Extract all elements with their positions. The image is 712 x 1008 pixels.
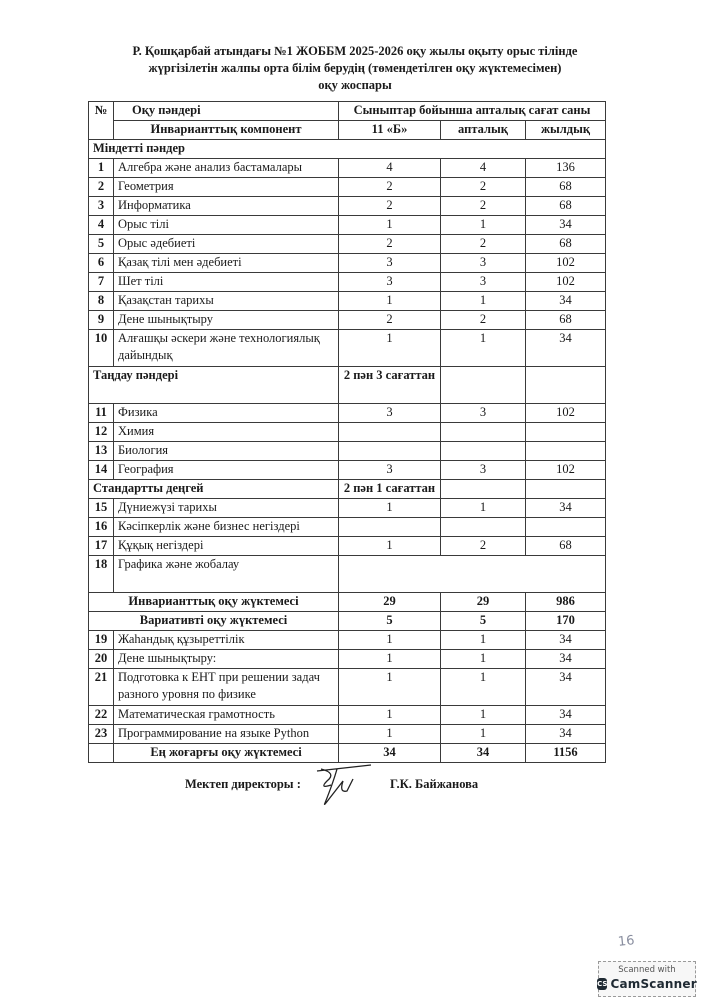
title-line-1: Р. Қошқарбай атындағы №1 ЖОББМ 2025-2026 оқу жылы оқыту орыс тілінде xyxy=(132,44,578,58)
row-yearly: 68 xyxy=(526,178,606,197)
row-class: 3 xyxy=(339,404,441,423)
table-row xyxy=(89,254,606,273)
max-total-label: Ең жоғарғы оқу жүктемесі xyxy=(114,744,339,763)
table-row xyxy=(89,330,606,367)
row-subject: Қазақ тілі мен әдебиеті xyxy=(114,254,339,273)
table-row xyxy=(89,650,606,669)
row-subject: Графика және жобалау xyxy=(114,556,339,593)
row-num: 6 xyxy=(89,254,114,273)
row-yearly: 34 xyxy=(526,725,606,744)
row-weekly: 1 xyxy=(441,292,526,311)
table-row xyxy=(89,159,606,178)
watermark-top-text: Scanned with xyxy=(618,965,676,975)
section-mandatory xyxy=(89,140,606,159)
empty-cell xyxy=(526,367,606,404)
row-weekly: 3 xyxy=(441,273,526,292)
row-class: 1 xyxy=(339,725,441,744)
row-class xyxy=(339,518,441,537)
table-row xyxy=(89,178,606,197)
max-total-yearly: 1156 xyxy=(526,744,606,763)
section-standard-note: 2 пән 1 сағаттан xyxy=(339,480,441,499)
row-subject: Информатика xyxy=(114,197,339,216)
table-row xyxy=(89,499,606,518)
row-weekly: 2 xyxy=(441,197,526,216)
section-mandatory-label: Міндетті пәндер xyxy=(89,140,606,159)
row-weekly: 1 xyxy=(441,669,526,706)
row-num: 9 xyxy=(89,311,114,330)
invariant-total-label: Инварианттық оқу жүктемесі xyxy=(89,593,339,612)
table-row xyxy=(89,292,606,311)
table-row xyxy=(89,631,606,650)
row-num: 22 xyxy=(89,706,114,725)
row-yearly: 102 xyxy=(526,254,606,273)
row-class: 2 xyxy=(339,311,441,330)
title-line-3: оқу жоспары xyxy=(318,78,392,92)
row-num: 23 xyxy=(89,725,114,744)
variative-total-label: Вариативті оқу жүктемесі xyxy=(89,612,339,631)
row-yearly xyxy=(526,423,606,442)
row-num: 14 xyxy=(89,461,114,480)
variative-total-row xyxy=(89,612,606,631)
row-class: 1 xyxy=(339,292,441,311)
row-weekly: 3 xyxy=(441,461,526,480)
row-num: 15 xyxy=(89,499,114,518)
empty-cell xyxy=(441,367,526,404)
table-row xyxy=(89,273,606,292)
table-row xyxy=(89,197,606,216)
empty-cell xyxy=(89,744,114,763)
row-weekly: 1 xyxy=(441,706,526,725)
row-class: 2 xyxy=(339,197,441,216)
row-subject: Кәсіпкерлік және бизнес негіздері xyxy=(114,518,339,537)
row-yearly: 34 xyxy=(526,292,606,311)
row-subject: Орыс әдебиеті xyxy=(114,235,339,254)
row-class: 1 xyxy=(339,631,441,650)
row-num: 18 xyxy=(89,556,114,593)
row-num: 20 xyxy=(89,650,114,669)
row-num: 19 xyxy=(89,631,114,650)
max-total-class: 34 xyxy=(339,744,441,763)
table-row xyxy=(89,311,606,330)
row-class xyxy=(339,423,441,442)
signature-icon xyxy=(313,763,373,807)
section-elective xyxy=(89,367,606,404)
header-class: 11 «Б» xyxy=(339,121,441,140)
row-subject: Қазақстан тарихы xyxy=(114,292,339,311)
table-row xyxy=(89,442,606,461)
row-subject: Подготовка к ЕНТ при решении задач разного уровня по физике xyxy=(114,669,339,706)
row-subject: Алғашқы әскери және технологиялық дайындық xyxy=(114,330,339,367)
row-class: 1 xyxy=(339,706,441,725)
invariant-total-yearly: 986 xyxy=(526,593,606,612)
empty-cell xyxy=(526,480,606,499)
row-yearly: 34 xyxy=(526,669,606,706)
section-elective-label: Таңдау пәндері xyxy=(89,367,339,404)
table-row xyxy=(89,461,606,480)
row-weekly: 1 xyxy=(441,216,526,235)
row-subject: Алгебра және анализ бастамалары xyxy=(114,159,339,178)
row-subject: Құқық негіздері xyxy=(114,537,339,556)
page-number-mark: 16 xyxy=(617,933,636,950)
variative-total-class: 5 xyxy=(339,612,441,631)
variative-total-yearly: 170 xyxy=(526,612,606,631)
row-num: 5 xyxy=(89,235,114,254)
document-title xyxy=(80,43,630,94)
max-total-weekly: 34 xyxy=(441,744,526,763)
row-num: 10 xyxy=(89,330,114,367)
row-yearly: 68 xyxy=(526,311,606,330)
table-row xyxy=(89,556,606,593)
header-row-2 xyxy=(89,121,606,140)
row-num: 4 xyxy=(89,216,114,235)
row-weekly: 4 xyxy=(441,159,526,178)
row-weekly: 2 xyxy=(441,537,526,556)
row-yearly: 34 xyxy=(526,650,606,669)
row-class: 1 xyxy=(339,330,441,367)
row-subject: Дүниежүзі тарихы xyxy=(114,499,339,518)
row-subject: Физика xyxy=(114,404,339,423)
section-elective-note: 2 пән 3 сағаттан xyxy=(339,367,441,404)
row-num: 21 xyxy=(89,669,114,706)
director-name: Г.К. Байжанова xyxy=(390,777,479,791)
row-class: 4 xyxy=(339,159,441,178)
row-class: 3 xyxy=(339,254,441,273)
row-class: 1 xyxy=(339,499,441,518)
director-label: Мектеп директоры : xyxy=(185,777,301,791)
row-yearly: 34 xyxy=(526,330,606,367)
row-class: 1 xyxy=(339,216,441,235)
row-subject: Дене шынықтыру: xyxy=(114,650,339,669)
row-weekly: 2 xyxy=(441,311,526,330)
row-subject: Математическая грамотность xyxy=(114,706,339,725)
row-class: 3 xyxy=(339,273,441,292)
table-row xyxy=(89,423,606,442)
row-yearly: 34 xyxy=(526,216,606,235)
header-subjects: Оқу пәндері xyxy=(114,102,339,121)
row-num: 17 xyxy=(89,537,114,556)
row-yearly: 34 xyxy=(526,631,606,650)
table-row xyxy=(89,537,606,556)
row-subject: Программирование на языке Python xyxy=(114,725,339,744)
row-weekly: 3 xyxy=(441,254,526,273)
table-row xyxy=(89,706,606,725)
row-num: 16 xyxy=(89,518,114,537)
row-num: 3 xyxy=(89,197,114,216)
row-subject: Жаһандық құзыреттілік xyxy=(114,631,339,650)
row-weekly: 2 xyxy=(441,178,526,197)
header-hours-group: Сыныптар бойынша апталық сағат саны xyxy=(339,102,606,121)
row-weekly: 1 xyxy=(441,499,526,518)
row-weekly xyxy=(441,442,526,461)
row-weekly xyxy=(441,518,526,537)
row-weekly: 1 xyxy=(441,631,526,650)
invariant-total-class: 29 xyxy=(339,593,441,612)
header-row-1 xyxy=(89,102,606,121)
row-num: 2 xyxy=(89,178,114,197)
section-standard xyxy=(89,480,606,499)
row-subject: Биология xyxy=(114,442,339,461)
row-num: 13 xyxy=(89,442,114,461)
row-class: 2 xyxy=(339,178,441,197)
table-row xyxy=(89,216,606,235)
row-class: 1 xyxy=(339,537,441,556)
row-class: 1 xyxy=(339,650,441,669)
row-num: 1 xyxy=(89,159,114,178)
camscanner-watermark xyxy=(598,961,696,997)
table-row xyxy=(89,518,606,537)
header-component: Инварианттық компонент xyxy=(114,121,339,140)
curriculum-table xyxy=(88,101,606,763)
row-subject: География xyxy=(114,461,339,480)
row-yearly: 34 xyxy=(526,499,606,518)
row-yearly: 34 xyxy=(526,706,606,725)
row-weekly xyxy=(441,423,526,442)
row-class: 1 xyxy=(339,669,441,706)
row-yearly xyxy=(526,442,606,461)
row-subject: Геометрия xyxy=(114,178,339,197)
row-weekly: 2 xyxy=(441,235,526,254)
row-weekly: 3 xyxy=(441,404,526,423)
row-subject: Химия xyxy=(114,423,339,442)
empty-cell xyxy=(441,480,526,499)
row-weekly: 1 xyxy=(441,725,526,744)
row-class: 2 xyxy=(339,235,441,254)
invariant-total-row xyxy=(89,593,606,612)
row-weekly: 1 xyxy=(441,330,526,367)
invariant-total-weekly: 29 xyxy=(441,593,526,612)
row-subject: Дене шынықтыру xyxy=(114,311,339,330)
row-num: 8 xyxy=(89,292,114,311)
row-yearly: 136 xyxy=(526,159,606,178)
section-standard-label: Стандартты деңгей xyxy=(89,480,339,499)
row-num: 7 xyxy=(89,273,114,292)
table-row xyxy=(89,404,606,423)
row-class: 3 xyxy=(339,461,441,480)
row-class xyxy=(339,442,441,461)
max-total-row xyxy=(89,744,606,763)
row-weekly: 1 xyxy=(441,650,526,669)
title-line-2: жүргізілетін жалпы орта білім берудің (төмендетілген оқу жүктемесімен) xyxy=(148,61,562,75)
row-yearly: 102 xyxy=(526,273,606,292)
table-row xyxy=(89,725,606,744)
row-yearly: 102 xyxy=(526,461,606,480)
row-yearly: 68 xyxy=(526,197,606,216)
header-yearly: жылдық xyxy=(526,121,606,140)
row-num: 11 xyxy=(89,404,114,423)
row-yearly: 68 xyxy=(526,537,606,556)
row-yearly xyxy=(526,518,606,537)
row-num: 12 xyxy=(89,423,114,442)
table-row xyxy=(89,235,606,254)
row-subject: Орыс тілі xyxy=(114,216,339,235)
camscanner-logo-icon: CS xyxy=(597,980,608,988)
row-yearly: 68 xyxy=(526,235,606,254)
row-yearly: 102 xyxy=(526,404,606,423)
row-subject: Шет тілі xyxy=(114,273,339,292)
header-num: № xyxy=(89,102,114,140)
header-weekly: апталық xyxy=(441,121,526,140)
variative-total-weekly: 5 xyxy=(441,612,526,631)
merged-empty-cell xyxy=(339,556,606,593)
watermark-brand: CamScanner xyxy=(610,977,697,991)
table-row xyxy=(89,669,606,706)
